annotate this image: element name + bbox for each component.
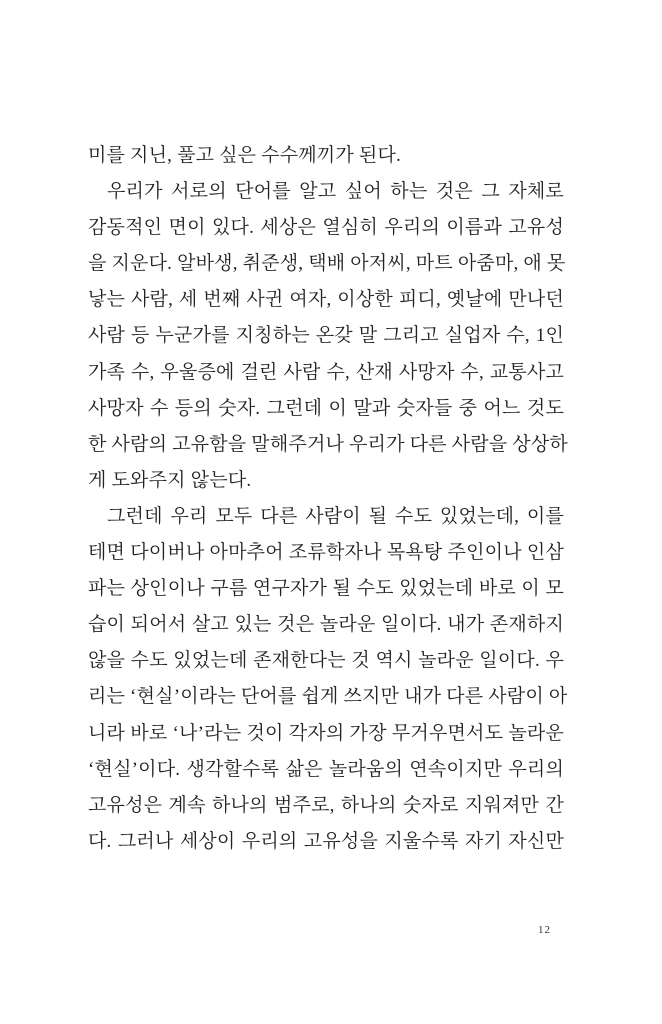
text-line: 게 도와주지 않는다. [88,469,252,491]
text-line: 미를 지닌, 풀고 싶은 수수께끼가 된다. [88,145,401,166]
text-line: 다. 그러나 세상이 우리의 고유성을 지울수록 자기 자신만 [88,830,564,852]
text-line: 테면 다이버나 아마추어 조류학자나 목욕탕 주인이나 인삼 [88,542,564,564]
text-line: 감동적인 면이 있다. 세상은 열심히 우리의 이름과 고유성 [88,217,564,239]
body-text [88,138,568,860]
text-line: 니라 바로 ‘나’라는 것이 각자의 가장 무거우면서도 놀라운 [88,722,564,744]
text-line: 않을 수도 있었는데 존재한다는 것 역시 놀라운 일이다. 우 [88,650,564,672]
text-line: 파는 상인이나 구름 연구자가 될 수도 있었는데 바로 이 모 [88,578,564,600]
text-line: 고유성은 계속 하나의 범주로, 하나의 숫자로 지워져만 간 [88,794,564,816]
text-line: 습이 되어서 살고 있는 것은 놀라운 일이다. 내가 존재하지 [88,614,564,636]
text-line: 리는 ‘현실’이라는 단어를 쉽게 쓰지만 내가 다른 사람이 아 [88,686,568,708]
text-line: 가족 수, 우울증에 걸린 사람 수, 산재 사망자 수, 교통사고 [88,361,564,383]
text-line: ‘현실’이다. 생각할수록 삶은 놀라움의 연속이지만 우리의 [88,758,564,780]
text-line: 을 지운다. 알바생, 취준생, 택배 아저씨, 마트 아줌마, 애 못 [88,253,566,275]
text-line: 한 사람의 고유함을 말해주거나 우리가 다른 사람을 상상하 [88,433,568,455]
text-line: 낳는 사람, 세 번째 사귄 여자, 이상한 피디, 옛날에 만나던 [88,289,564,311]
text-line: 그런데 우리 모두 다른 사람이 될 수도 있었는데, 이를 [107,505,564,527]
text-line: 사람 등 누군가를 지칭하는 온갖 말 그리고 실업자 수, 1인 [88,325,564,347]
page-number: 12 [538,924,551,936]
text-line: 우리가 서로의 단어를 알고 싶어 하는 것은 그 자체로 [107,181,564,203]
text-line: 사망자 수 등의 숫자. 그런데 이 말과 숫자들 중 어느 것도 [88,397,564,419]
